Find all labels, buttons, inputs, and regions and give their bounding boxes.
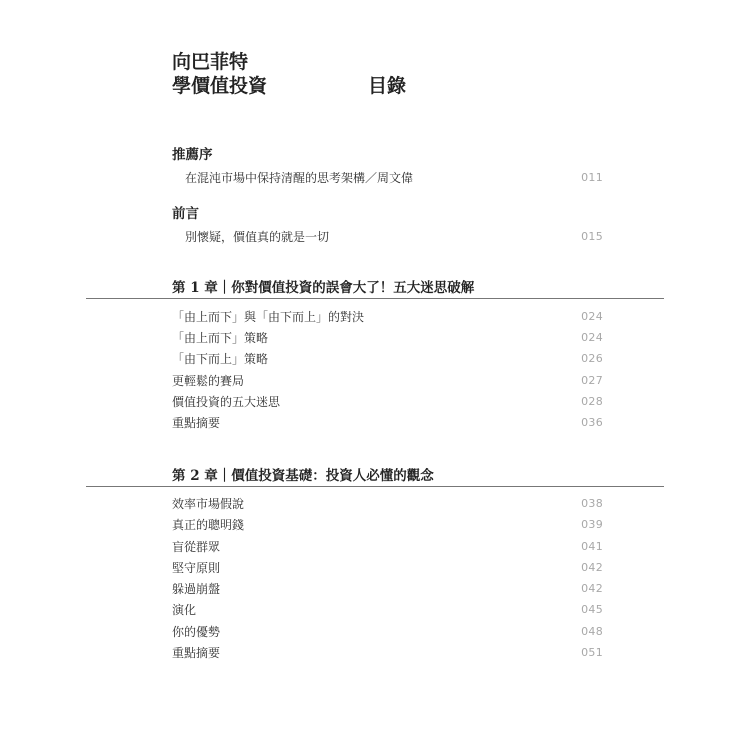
foreword-heading: 前言 xyxy=(172,206,199,222)
toc-entry[interactable] xyxy=(185,169,603,187)
entry-page-number: 024 xyxy=(581,310,603,323)
entry-title: 「由下而上」策略 xyxy=(172,352,269,366)
toc-entry[interactable] xyxy=(172,372,603,390)
entry-title: 演化 xyxy=(172,603,197,617)
toc-entry[interactable] xyxy=(172,414,603,432)
entry-title: 堅守原則 xyxy=(172,561,221,575)
entry-page-number: 038 xyxy=(581,497,603,510)
toc-entry[interactable] xyxy=(172,559,603,577)
entry-page-number: 026 xyxy=(581,352,603,365)
entry-page-number: 036 xyxy=(581,416,603,429)
entry-page-number: 048 xyxy=(581,625,603,638)
chapter-2-divider xyxy=(86,486,664,487)
toc-entry[interactable] xyxy=(172,350,603,368)
chapter-2-heading: 第 2 章｜價值投資基礎：投資人必懂的觀念 xyxy=(172,468,434,484)
entry-title: 更輕鬆的賽局 xyxy=(172,374,245,388)
entry-title: 重點摘要 xyxy=(172,646,221,660)
entry-title: 盲從群眾 xyxy=(172,540,221,554)
toc-entry[interactable] xyxy=(172,516,603,534)
toc-entry[interactable] xyxy=(172,644,603,662)
book-title-line-1: 向巴菲特 xyxy=(172,51,249,73)
entry-page-number: 024 xyxy=(581,331,603,344)
entry-title: 效率市場假說 xyxy=(172,497,245,511)
toc-entry[interactable] xyxy=(172,623,603,641)
entry-page-number: 015 xyxy=(581,230,603,243)
toc-entry[interactable] xyxy=(172,601,603,619)
entry-title: 你的優勢 xyxy=(172,625,221,639)
toc-entry[interactable] xyxy=(172,329,603,347)
chapter-1-divider xyxy=(86,298,664,299)
entry-page-number: 027 xyxy=(581,374,603,387)
entry-page-number: 039 xyxy=(581,518,603,531)
toc-heading: 目錄 xyxy=(368,75,407,97)
preface-heading: 推薦序 xyxy=(172,147,213,163)
entry-title: 價值投資的五大迷思 xyxy=(172,395,281,409)
entry-title: 躲過崩盤 xyxy=(172,582,221,596)
entry-title: 在混沌市場中保持清醒的思考架構／周文偉 xyxy=(185,171,414,185)
entry-page-number: 042 xyxy=(581,582,603,595)
entry-title: 別懷疑，價值真的就是一切 xyxy=(185,230,330,244)
entry-title: 真正的聰明錢 xyxy=(172,518,245,532)
entry-title: 「由上而下」策略 xyxy=(172,331,269,345)
entry-page-number: 011 xyxy=(581,171,603,184)
entry-page-number: 041 xyxy=(581,540,603,553)
entry-title: 重點摘要 xyxy=(172,416,221,430)
toc-entry[interactable] xyxy=(172,580,603,598)
toc-entry[interactable] xyxy=(172,495,603,513)
chapter-1-heading: 第 1 章｜你對價值投資的誤會大了！五大迷思破解 xyxy=(172,280,475,296)
toc-entry[interactable] xyxy=(172,308,603,326)
entry-page-number: 028 xyxy=(581,395,603,408)
entry-page-number: 051 xyxy=(581,646,603,659)
book-title xyxy=(172,50,267,98)
book-title-line-2: 學價值投資 xyxy=(172,75,268,97)
entry-page-number: 042 xyxy=(581,561,603,574)
entry-page-number: 045 xyxy=(581,603,603,616)
toc-entry[interactable] xyxy=(172,393,603,411)
entry-title: 「由上而下」與「由下而上」的對決 xyxy=(172,310,365,324)
toc-entry[interactable] xyxy=(185,228,603,246)
toc-entry[interactable] xyxy=(172,538,603,556)
